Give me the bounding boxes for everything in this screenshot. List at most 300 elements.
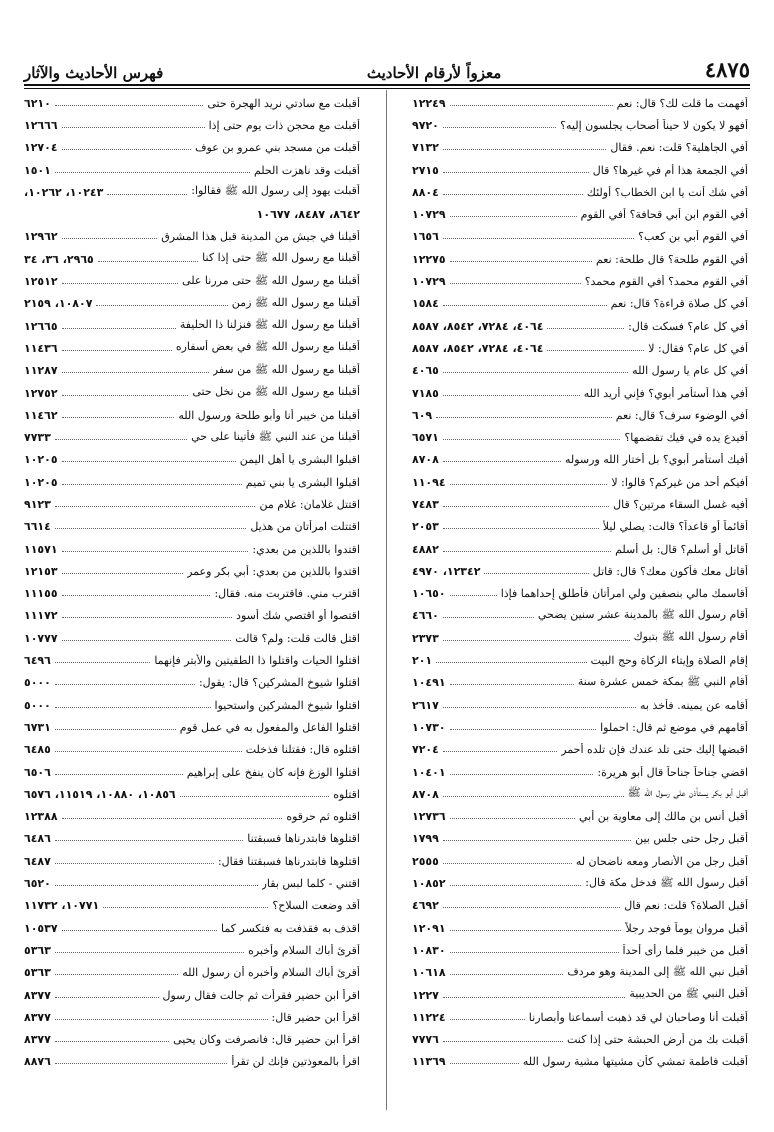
entry-text: أفي القوم أبي بن كعب؟ bbox=[638, 230, 748, 244]
entry-refs: ١٠٢٠٥ bbox=[24, 453, 58, 467]
leader-dots bbox=[450, 105, 613, 106]
leader-dots bbox=[443, 863, 572, 864]
entry-text: أقبلت فاطمة تمشي كأن مشيتها مشية رسول الله bbox=[522, 1055, 748, 1069]
leader-dots bbox=[436, 662, 586, 663]
leader-dots bbox=[443, 528, 599, 529]
entry-refs: ١٦٥٦ bbox=[412, 230, 439, 244]
entry-refs: ٧١٨٥ bbox=[412, 386, 439, 400]
entry-text: أفهمت ما قلت لك؟ قال: نعم bbox=[616, 96, 748, 110]
leader-dots bbox=[547, 350, 644, 351]
index-entry bbox=[24, 449, 360, 471]
entry-text: اقتتل غلامان: غلام من bbox=[259, 497, 360, 511]
leader-dots bbox=[450, 774, 594, 775]
leader-dots bbox=[62, 818, 283, 819]
leader-dots bbox=[450, 974, 564, 975]
entry-text: أفي الجمعة هذا أم في غيرها؟ قال bbox=[592, 163, 748, 177]
entry-text: أفي كل عام يا رسول الله bbox=[632, 364, 748, 378]
index-entry bbox=[24, 872, 360, 894]
index-entry bbox=[24, 806, 360, 828]
entry-text: أقبلت مع محجن ذات يوم حتى إذا bbox=[208, 118, 360, 132]
entry-refs: ٧٧٧٦ bbox=[412, 1033, 439, 1047]
leader-dots bbox=[443, 372, 628, 373]
entry-refs: ١١١٥٥ bbox=[24, 587, 58, 601]
index-entry bbox=[24, 226, 360, 248]
index-entry bbox=[412, 917, 748, 939]
entry-text: أقبل رجل من الأنصار ومعه ناضحان له bbox=[575, 854, 748, 868]
leader-dots bbox=[484, 573, 588, 574]
leader-dots bbox=[443, 127, 556, 128]
entry-text: أفي الجاهلية؟ قلت: نعم. فقال bbox=[610, 141, 748, 155]
leader-dots bbox=[55, 506, 256, 507]
entry-text: أقبلنا مع رسول الله ﷺ من نخل حتى bbox=[192, 385, 360, 398]
index-entry bbox=[24, 493, 360, 515]
entry-refs: ١٠٧٢٩ bbox=[412, 275, 446, 289]
entry-text: أقاسمك مالي بنصفين ولي امرأتان فأطلق إحداهما فإذا bbox=[500, 587, 748, 601]
leader-dots bbox=[62, 617, 232, 618]
leader-dots bbox=[62, 640, 232, 641]
entry-text: اقرأ ابن حضير فقرأت ثم جالت فقال رسول bbox=[162, 988, 360, 1002]
leader-dots bbox=[450, 216, 577, 217]
entry-text: اقتلوها فابتدرناها فسبقتنا bbox=[247, 832, 360, 846]
entry-text: أقد وضعت السلاح؟ bbox=[272, 899, 360, 913]
leader-dots bbox=[55, 885, 258, 886]
entry-text: أقام النبي ﷺ بمكة خمس عشرة سنة bbox=[577, 674, 748, 688]
index-entry bbox=[24, 694, 360, 716]
entry-refs: ١٧٩٩ bbox=[412, 832, 439, 846]
entry-refs: ٨٣٧٧ bbox=[24, 988, 51, 1002]
entry-refs: ١٢٩٦٢ bbox=[24, 230, 58, 244]
entry-refs: ١١٤٦٢ bbox=[24, 408, 58, 422]
entry-refs: ١٠٨٥٢ bbox=[412, 877, 446, 891]
leader-dots bbox=[443, 461, 561, 462]
leader-dots bbox=[443, 751, 557, 752]
entry-refs: ١٠٦١٨ bbox=[412, 966, 446, 980]
index-entry bbox=[24, 783, 360, 805]
entry-text: أفيه غسل السقاء مرتين؟ قال bbox=[613, 497, 748, 511]
entry-text: أفي الوضوء سرف؟ قال: نعم bbox=[615, 408, 748, 422]
index-entry bbox=[412, 471, 748, 493]
entry-refs: ٧٤٨٣ bbox=[412, 497, 439, 511]
leader-dots bbox=[55, 863, 214, 864]
leader-dots bbox=[62, 328, 176, 329]
entry-refs: ٨٨٧٦ bbox=[24, 1055, 51, 1069]
index-entry bbox=[412, 226, 748, 248]
entry-refs: ٨٧٠٨ bbox=[412, 453, 439, 467]
entry-refs: ١٢٣٨٨ bbox=[24, 810, 58, 824]
leader-dots bbox=[55, 729, 176, 730]
index-entry bbox=[412, 672, 748, 694]
index-column-left bbox=[24, 92, 360, 1073]
entry-refs: ٥٣٦٣ bbox=[24, 943, 51, 957]
entry-text: أقبل من خيبر فلما رأى أحداً bbox=[622, 943, 748, 957]
leader-dots bbox=[62, 127, 205, 128]
index-entry bbox=[412, 360, 748, 382]
leader-dots bbox=[450, 952, 619, 953]
leader-dots bbox=[62, 350, 172, 351]
leader-dots bbox=[443, 506, 609, 507]
index-entry bbox=[412, 939, 748, 961]
leader-dots bbox=[62, 461, 236, 462]
entry-refs: ١٢٢٤٩ bbox=[412, 96, 446, 110]
leader-dots bbox=[55, 528, 246, 529]
entry-text: اقتصوا أو اقتصي شك أسود bbox=[236, 609, 360, 623]
entry-text: اقتلوه ثم حرقوه bbox=[286, 810, 360, 824]
leader-dots bbox=[180, 796, 330, 797]
leader-dots bbox=[55, 172, 250, 173]
index-entry bbox=[24, 895, 360, 917]
entry-text: اقتلوا شيوخ المشركين؟ قال: يقول: bbox=[198, 676, 360, 690]
leader-dots bbox=[450, 595, 497, 596]
leader-dots bbox=[62, 417, 175, 418]
index-entry bbox=[412, 850, 748, 872]
leader-dots bbox=[62, 484, 242, 485]
entry-refs: ١٠٨٠٧، ٢١٥٩ bbox=[24, 297, 93, 311]
leader-dots bbox=[450, 484, 608, 485]
leader-dots bbox=[96, 305, 227, 306]
index-entry bbox=[412, 605, 748, 627]
entry-text: أقبل مروان يوماً فوجد رجلاً bbox=[625, 921, 748, 935]
entry-refs: ٢٩٦٥، ٣٦، ٣٤ bbox=[24, 252, 94, 266]
index-entry bbox=[412, 1028, 748, 1050]
index-entry bbox=[24, 360, 360, 382]
entry-text: اقتلوه bbox=[333, 787, 360, 801]
entry-refs: ٦٤٨٥ bbox=[24, 743, 51, 757]
index-entry bbox=[412, 203, 748, 225]
entry-text: اقضي جناحاً جناحاً قال أبو هريرة: bbox=[597, 765, 748, 779]
leader-dots bbox=[62, 238, 158, 239]
entry-text: أقبل رجل حتى جلس بين bbox=[635, 832, 748, 846]
entry-refs: ٦٤٨٦ bbox=[24, 832, 51, 846]
index-entry bbox=[412, 783, 748, 805]
entry-refs: ١١٠٩٤ bbox=[412, 475, 446, 489]
entry-text: اقبضها إليك حتى تلد عندك فإن تلده أحمر bbox=[561, 743, 748, 757]
entry-text: أقامهم في موضع ثم قال: احملوا bbox=[600, 720, 748, 734]
entry-refs: ١١٢٨٧ bbox=[24, 364, 58, 378]
entry-text: اقرأ ابن حضير قال: bbox=[271, 1010, 360, 1024]
leader-dots bbox=[103, 907, 268, 908]
entry-refs: ١٢٢٧٥ bbox=[412, 252, 446, 266]
entry-text: اقتدوا باللذين من بعدي: bbox=[252, 542, 360, 556]
entry-refs: ٦٤٨٧ bbox=[24, 854, 51, 868]
index-entry bbox=[412, 694, 748, 716]
entry-text: أقام رسول الله ﷺ بتبوك bbox=[633, 630, 748, 644]
index-entry bbox=[24, 181, 360, 203]
entry-text: اقتدوا باللذين من بعدي: أبي بكر وعمر bbox=[187, 564, 360, 578]
entry-text: أقبل نبي الله ﷺ إلى المدينة وهو مردف bbox=[567, 964, 748, 978]
entry-refs: ٦٦١٤ bbox=[24, 520, 51, 534]
leader-dots bbox=[55, 952, 244, 953]
entry-text: أقاتل معك فأكون معك؟ قال: قاتل bbox=[592, 564, 748, 578]
entry-refs: ١٠٢٤٣، ١٠٢٦٢، bbox=[24, 185, 104, 199]
entry-refs: ١١٥٧١ bbox=[24, 542, 58, 556]
entry-refs: ٥٣٦٣ bbox=[24, 966, 51, 980]
index-entry bbox=[412, 293, 748, 315]
leader-dots bbox=[98, 261, 198, 262]
index-entry bbox=[24, 92, 360, 114]
index-entry bbox=[24, 560, 360, 582]
leader-dots bbox=[443, 640, 630, 641]
entry-refs: ٤٠٦٤، ٧٢٨٤، ٨٥٤٢، ٨٥٨٧ bbox=[412, 341, 544, 355]
entry-refs: ٨٦٤٢، ٨٤٨٧، ١٠٦٧٧ bbox=[256, 208, 360, 222]
entry-refs: ٩١٢٣ bbox=[24, 497, 51, 511]
entry-refs: ١٠٨٥٦، ١٠٨٨٠، ١١٥١٩، ٦٥٧٦ bbox=[24, 787, 176, 801]
index-entry bbox=[24, 828, 360, 850]
index-entry bbox=[24, 917, 360, 939]
index-entry bbox=[412, 984, 748, 1006]
entry-text: اقتتلت امرأتان من هذيل bbox=[250, 520, 360, 534]
leader-dots bbox=[62, 551, 249, 552]
leader-dots bbox=[55, 751, 242, 752]
entry-text: أفي كل عام؟ فسكت قال: bbox=[628, 319, 748, 333]
leader-dots bbox=[55, 707, 211, 708]
entry-refs: ٥٠٠٠ bbox=[24, 698, 51, 712]
index-entry bbox=[412, 92, 748, 114]
index-entry bbox=[412, 1006, 748, 1028]
index-entry bbox=[24, 739, 360, 761]
entry-refs: ١٠٤٠١ bbox=[412, 765, 446, 779]
entry-text: اقذف به فقذفت به فتكسر كما bbox=[220, 921, 360, 935]
leader-dots bbox=[443, 796, 624, 797]
index-entry bbox=[412, 382, 748, 404]
leader-dots bbox=[443, 194, 583, 195]
entry-text: أقبل أنس بن مالك إلى معاوية بن أبي bbox=[578, 810, 748, 824]
index-entry bbox=[412, 137, 748, 159]
entry-text: أقرئ أباك السلام وأخبره bbox=[248, 943, 360, 957]
leader-dots bbox=[436, 417, 612, 418]
entry-refs: ٢٠٥٣ bbox=[412, 520, 439, 534]
entry-text: اقتلوا الوزغ فإنه كان ينفخ على إبراهيم bbox=[186, 765, 360, 779]
index-entry bbox=[24, 516, 360, 538]
index-entry bbox=[412, 1051, 748, 1073]
entry-refs: ١٠٧٢٩ bbox=[412, 208, 446, 222]
entry-text: اقبلوا البشرى يا أهل اليمن bbox=[239, 453, 360, 467]
page-header bbox=[24, 52, 750, 82]
leader-dots bbox=[62, 283, 178, 284]
entry-text: أقبل أبو بكر يستأذن على رسول الله ﷺ bbox=[627, 786, 748, 800]
index-entry bbox=[412, 872, 748, 894]
entry-text: أقبل الصلاة؟ قلت: نعم قال bbox=[624, 899, 748, 913]
index-entry bbox=[412, 583, 748, 605]
entry-refs: ٦٠٩ bbox=[412, 408, 433, 422]
leader-dots bbox=[62, 930, 217, 931]
leader-dots bbox=[62, 149, 192, 150]
leader-dots bbox=[443, 907, 620, 908]
leader-dots bbox=[450, 1019, 525, 1020]
entry-text: أفي هذا أستأمر أبوي؟ فإني أريد الله bbox=[583, 386, 748, 400]
leader-dots bbox=[55, 997, 159, 998]
index-entry bbox=[412, 270, 748, 292]
index-entry bbox=[24, 1051, 360, 1073]
entry-text: اقتل قالت قلت: ولم؟ قالت bbox=[235, 631, 360, 645]
index-entry bbox=[24, 137, 360, 159]
entry-refs: ١٠٥٣٧ bbox=[24, 921, 58, 935]
leader-dots bbox=[443, 439, 621, 440]
index-entry bbox=[412, 114, 748, 136]
leader-dots bbox=[450, 261, 592, 262]
entry-text: اقرأ بالمعوذتين فإنك لن تقرأ bbox=[231, 1055, 360, 1069]
entry-refs: ٨٨٠٤ bbox=[412, 185, 439, 199]
entry-text: أفي كل صلاة قراءة؟ قال: نعم bbox=[610, 297, 748, 311]
index-entry bbox=[412, 159, 748, 181]
index-entry bbox=[24, 962, 360, 984]
index-entry bbox=[412, 516, 748, 538]
entry-text: اقتلوها فابتدرناها فسبقتنا فقال: bbox=[217, 854, 360, 868]
index-entry bbox=[24, 627, 360, 649]
entry-refs: ٢٠١ bbox=[412, 654, 433, 668]
entry-refs: ١٠٤٩١ bbox=[412, 676, 446, 690]
entry-refs: ١١٣٦٩ bbox=[412, 1055, 446, 1069]
leader-dots bbox=[443, 172, 589, 173]
index-entry bbox=[24, 114, 360, 136]
index-entry bbox=[412, 627, 748, 649]
entry-refs: ١٠٧٧١، ١١٧٣٢ bbox=[24, 899, 100, 913]
entry-text: أفي القوم محمد؟ أفي القوم محمد؟ bbox=[584, 275, 748, 289]
leader-dots bbox=[547, 328, 624, 329]
leader-dots bbox=[62, 395, 189, 396]
entry-refs: ٢٥٥٥ bbox=[412, 854, 439, 868]
entry-text: أفيك أستأمر أبوي؟ بل أختار الله ورسوله bbox=[565, 453, 748, 467]
entry-refs: ٦٤٩٦ bbox=[24, 654, 51, 668]
entry-text: أقرئ أباك السلام وأخبره أن رسول الله bbox=[182, 966, 360, 980]
entry-text: أقام رسول الله ﷺ بالمدينة عشر سنين يضحي bbox=[537, 607, 748, 621]
entry-text: أفي القوم ابن أبي قحافة؟ أفي القوم bbox=[580, 208, 748, 222]
entry-text: أقبلت مع سادتي نريد الهجرة حتى bbox=[207, 96, 360, 110]
entry-refs: ٢٦١٧ bbox=[412, 698, 439, 712]
leader-dots bbox=[443, 149, 607, 150]
leader-dots bbox=[55, 1063, 228, 1064]
entry-refs: ١٢٥١٢ bbox=[24, 275, 58, 289]
page-number: ٤٨٧٥ bbox=[704, 57, 750, 82]
entry-refs: ١٢٧٣٦ bbox=[412, 810, 446, 824]
index-entry bbox=[412, 716, 748, 738]
entry-refs: ١٢٢٧ bbox=[412, 988, 439, 1002]
entry-refs: ١١٤٣٦ bbox=[24, 341, 58, 355]
leader-dots bbox=[55, 840, 243, 841]
index-entry bbox=[412, 449, 748, 471]
entry-refs: ١٠٧٣٠ bbox=[412, 720, 446, 734]
index-entry bbox=[412, 649, 748, 671]
leader-dots bbox=[450, 885, 582, 886]
entry-refs: ١٠٢٠٥ bbox=[24, 475, 58, 489]
entry-text: أفيدع يده في فيك تقضمها؟ bbox=[624, 431, 748, 445]
index-entry bbox=[412, 739, 748, 761]
leader-dots bbox=[450, 930, 622, 931]
header-rule-thin bbox=[24, 88, 750, 89]
entry-text: أقبلت وقد ناهزت الحلم bbox=[253, 163, 360, 177]
entry-text: أقبلنا مع رسول الله ﷺ فنزلنا ذا الحليفة bbox=[179, 318, 360, 332]
leader-dots bbox=[55, 439, 187, 440]
entry-refs: ٦٥٧١ bbox=[412, 431, 439, 445]
index-entry bbox=[24, 761, 360, 783]
entry-refs: ١١١٧٢ bbox=[24, 609, 58, 623]
entry-text: أقبلنا مع رسول الله ﷺ من سفر bbox=[212, 362, 360, 376]
entry-text: أقبلنا من خيبر أنا وأبو طلحة ورسول الله bbox=[178, 408, 360, 422]
leader-dots bbox=[450, 1063, 519, 1064]
leader-dots bbox=[55, 1019, 268, 1020]
index-entry bbox=[24, 203, 360, 225]
index-entry bbox=[412, 828, 748, 850]
entry-text: أفهو لا يكون لا حيناً أصحاب يجلسون إليه؟ bbox=[560, 118, 748, 132]
leader-dots bbox=[443, 238, 634, 239]
index-entry bbox=[412, 806, 748, 828]
leader-dots bbox=[55, 105, 203, 106]
index-entry bbox=[24, 159, 360, 181]
entry-text: أقائماً أو قاعداً؟ قالت: يصلي ليلاً bbox=[602, 520, 748, 534]
entry-text: اقترب مني. فاقتربت منه. فقال: bbox=[214, 587, 360, 601]
index-entry bbox=[24, 984, 360, 1006]
entry-text: اقبلوا البشرى يا بني تميم bbox=[245, 475, 360, 489]
entry-refs: ١٢٧٥٢ bbox=[24, 386, 58, 400]
entry-refs: ٧٧٣٣ bbox=[24, 431, 51, 445]
entry-refs: ١٢٧٠٤ bbox=[24, 141, 58, 155]
leader-dots bbox=[443, 707, 636, 708]
leader-dots bbox=[62, 595, 211, 596]
leader-dots bbox=[55, 684, 195, 685]
index-entry bbox=[412, 404, 748, 426]
entry-text: أفيكم أحد من غيركم؟ قالوا: لا bbox=[611, 475, 748, 489]
entry-refs: ١٢١٥٣ bbox=[24, 564, 58, 578]
leader-dots bbox=[55, 1041, 169, 1042]
index-entry bbox=[24, 583, 360, 605]
index-entry bbox=[24, 1006, 360, 1028]
index-entry bbox=[24, 649, 360, 671]
entry-refs: ٧٢٠٤ bbox=[412, 743, 439, 757]
entry-refs: ٢٣٧٣ bbox=[412, 631, 439, 645]
entry-refs: ٦٥٠٦ bbox=[24, 765, 51, 779]
section-title: فهرس الأحاديث والآثار bbox=[24, 64, 164, 82]
leader-dots bbox=[443, 997, 626, 998]
entry-refs: ٤٦٦٠ bbox=[412, 609, 439, 623]
entry-refs: ٩٧٢٠ bbox=[412, 118, 439, 132]
index-entry bbox=[24, 538, 360, 560]
index-entry bbox=[24, 850, 360, 872]
entry-refs: ١٠٨٣٠ bbox=[412, 943, 446, 957]
entry-refs: ٨٧٠٨ bbox=[412, 787, 439, 801]
entry-refs: ٤٨٨٢ bbox=[412, 542, 439, 556]
column-divider bbox=[386, 90, 387, 1110]
entry-text: أفي القوم طلحة؟ قال طلحة: نعم bbox=[595, 252, 748, 266]
leader-dots bbox=[443, 551, 611, 552]
entry-refs: ٤٠٦٥ bbox=[412, 364, 439, 378]
entry-text: اقتلوا الحيات واقتلوا ذا الطفيتين والأبتر فإنهما bbox=[154, 654, 360, 668]
index-entry bbox=[24, 471, 360, 493]
index-entry bbox=[24, 672, 360, 694]
index-entry bbox=[24, 426, 360, 448]
entry-refs: ١٢٣٤٢، ٤٩٧٠ bbox=[412, 564, 481, 578]
index-entry bbox=[24, 270, 360, 292]
entry-refs: ١٠٦٥٠ bbox=[412, 587, 446, 601]
entry-text: أقبلنا مع رسول الله ﷺ حتى إذا كنا bbox=[202, 251, 360, 265]
entry-refs: ١٠٧٧٧ bbox=[24, 631, 58, 645]
entry-refs: ١٢٠٩١ bbox=[412, 921, 446, 935]
entry-refs: ١٥٨٤ bbox=[412, 297, 439, 311]
entry-refs: ١٥٠١ bbox=[24, 163, 51, 177]
header-rule bbox=[24, 84, 750, 86]
entry-text: اقتلوا الفاعل والمفعول به في عمل قوم bbox=[179, 720, 360, 734]
entry-refs: ٤٠٦٤، ٧٢٨٤، ٨٥٤٢، ٨٥٨٧ bbox=[412, 319, 544, 333]
leader-dots bbox=[55, 774, 183, 775]
entry-text: أقامه عن يمينه. فأخذ به bbox=[640, 698, 748, 712]
index-entry bbox=[412, 560, 748, 582]
leader-dots bbox=[450, 283, 581, 284]
index-entry bbox=[24, 605, 360, 627]
entry-text: أقبلت يهود إلى رسول الله ﷺ فقالوا: bbox=[191, 184, 360, 198]
entry-text: أقبلنا من عند النبي ﷺ فأتينا على حي bbox=[191, 429, 360, 443]
index-entry bbox=[24, 293, 360, 315]
entry-text: اقتلوه قال: فقتلنا فذخلت bbox=[245, 743, 360, 757]
leader-dots bbox=[450, 729, 597, 730]
entry-text: اقرأ ابن حضير قال: فانصرفت وكان يحيى bbox=[173, 1033, 360, 1047]
